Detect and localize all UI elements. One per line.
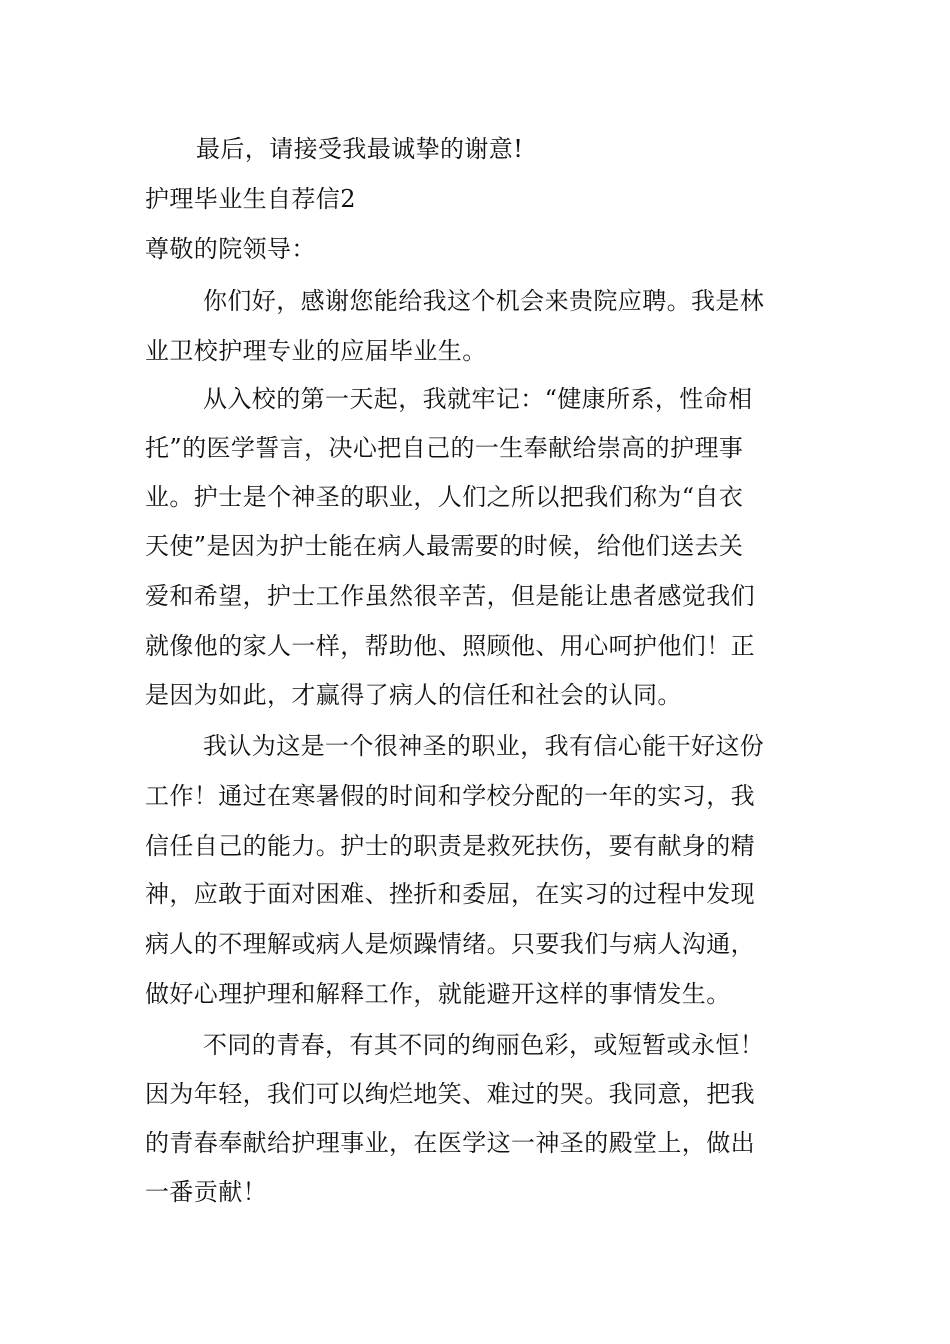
closing-line: 最后，请接受我最诚挚的谢意! bbox=[196, 135, 524, 163]
paragraph-2-line-5: 爱和希望，护士工作虽然很辛苦，但是能让患者感觉我们 bbox=[145, 582, 755, 610]
paragraph-3-line-3: 信任自己的能力。护士的职责是救死扶伤，要有献身的精 bbox=[145, 832, 755, 860]
paragraph-4-line-2: 因为年轻，我们可以绚烂地笑、难过的哭。我同意，把我 bbox=[145, 1080, 755, 1108]
paragraph-4-line-4: 一番贡献！ bbox=[145, 1178, 267, 1206]
paragraph-2-line-2: 托”的医学誓言，决心把自己的一生奉献给崇高的护理事 bbox=[145, 434, 744, 462]
paragraph-4-line-1: 不同的青春，有其不同的绚丽色彩，或短暂或永恒！ bbox=[203, 1031, 765, 1059]
paragraph-3-line-6: 做好心理护理和解释工作，就能避开这样的事情发生。 bbox=[145, 980, 731, 1008]
letter-title: 护理毕业生自荐信2 bbox=[145, 185, 356, 213]
paragraph-1-line-1: 你们好，感谢您能给我这个机会来贵院应聘。我是林 bbox=[203, 287, 765, 315]
paragraph-1-line-2: 业卫校护理专业的应届毕业生。 bbox=[145, 337, 487, 365]
paragraph-3-line-4: 神，应敢于面对困难、挫折和委屈，在实习的过程中发现 bbox=[145, 880, 755, 908]
paragraph-3-line-5: 病人的不理解或病人是烦躁情绪。只要我们与病人沟通， bbox=[145, 930, 755, 958]
paragraph-2-line-3: 业。护士是个神圣的职业，人们之所以把我们称为“自衣 bbox=[145, 483, 744, 511]
paragraph-4-line-3: 的青春奉献给护理事业，在医学这一神圣的殿堂上，做出 bbox=[145, 1129, 755, 1157]
paragraph-2-line-1: 从入校的第一天起，我就牢记：“健康所系，性命相 bbox=[203, 385, 753, 413]
salutation: 尊敬的院领导： bbox=[145, 235, 316, 263]
paragraph-3-line-2: 工作！通过在寒暑假的时间和学校分配的一年的实习，我 bbox=[145, 782, 755, 810]
paragraph-2-line-7: 是因为如此，才赢得了病人的信任和社会的认同。 bbox=[145, 681, 682, 709]
paragraph-2-line-4: 天使”是因为护士能在病人最需要的时候，给他们送去关 bbox=[145, 532, 744, 560]
paragraph-2-line-6: 就像他的家人一样，帮助他、照顾他、用心呵护他们！正 bbox=[145, 632, 755, 660]
paragraph-3-line-1: 我认为这是一个很神圣的职业，我有信心能干好这份 bbox=[203, 732, 765, 760]
